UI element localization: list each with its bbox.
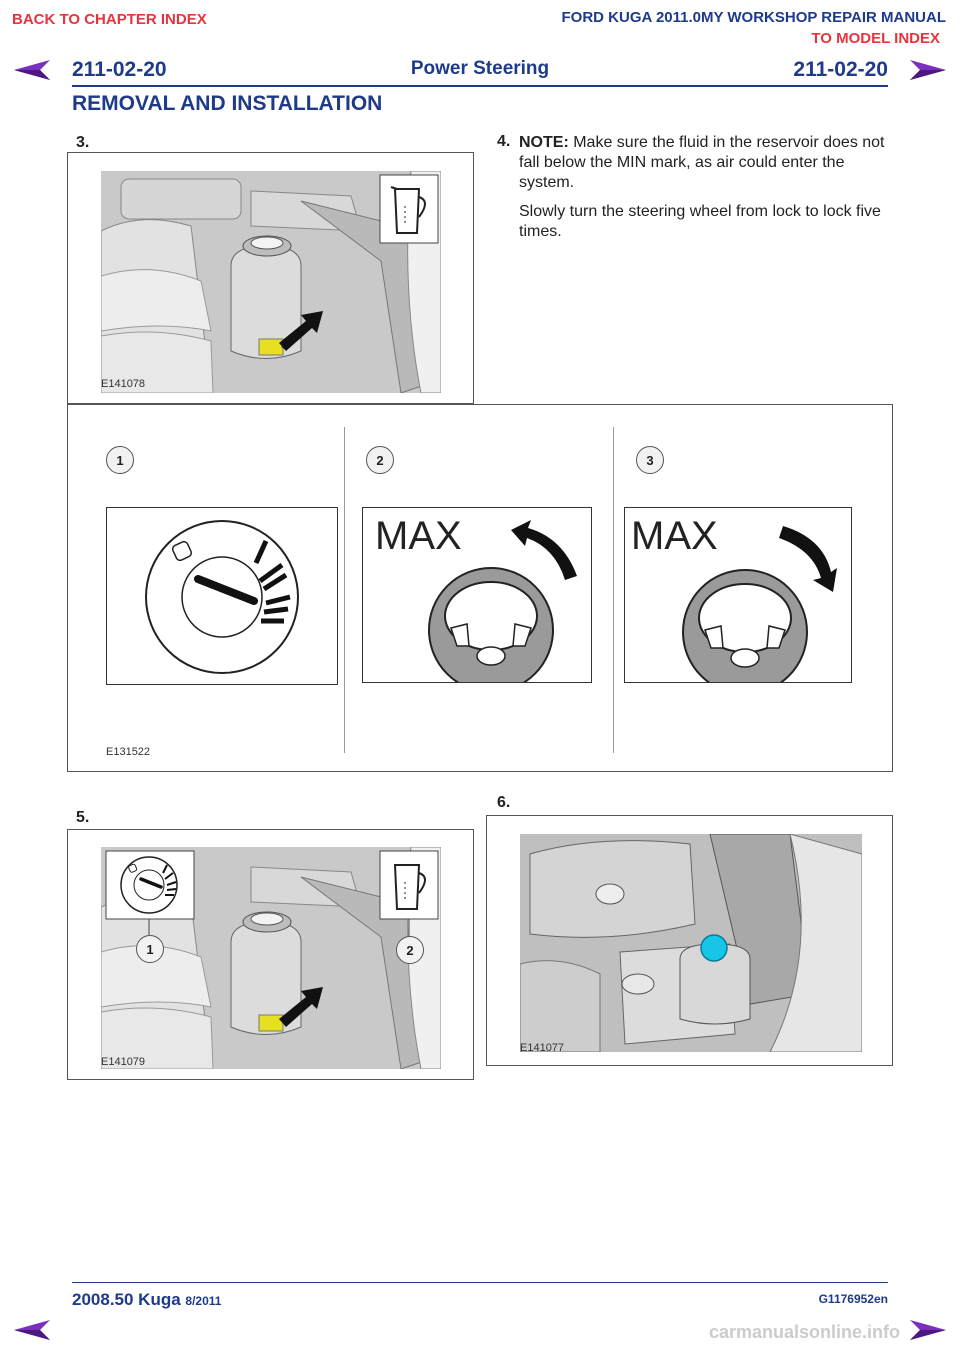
callout-1: 1 — [136, 935, 164, 963]
section-code-left: 211-02-20 — [72, 58, 167, 81]
engine-bay-reservoir-illustration — [101, 171, 441, 393]
footer-model — [72, 1290, 221, 1310]
section-title: REMOVAL AND INSTALLATION — [72, 92, 383, 115]
prev-page-button[interactable] — [12, 1318, 52, 1347]
chapter-title: Power Steering — [410, 58, 550, 79]
left-arrow-icon — [12, 1318, 52, 1342]
panel-divider — [344, 427, 345, 753]
step-4-note — [519, 133, 894, 193]
next-page-button[interactable] — [908, 1318, 948, 1347]
figure-5 — [67, 829, 474, 1080]
note-label: NOTE: — [519, 134, 569, 151]
figure-3-code: E141078 — [101, 378, 146, 390]
to-model-index-link[interactable]: TO MODEL INDEX — [811, 30, 940, 47]
figure-6 — [486, 815, 893, 1066]
callout-3: 3 — [636, 446, 664, 474]
step-3-number: 3. — [76, 134, 90, 151]
callout-1: 1 — [106, 446, 134, 474]
section-code-right: 211-02-20 — [793, 58, 888, 81]
note-text: Make sure the fluid in the reservoir does not fall below the MIN mark, as air could enter the system. — [519, 134, 885, 191]
footer-rule — [72, 1282, 888, 1283]
figure-6-code: E141077 — [520, 1042, 565, 1054]
back-to-chapter-index-link[interactable]: BACK TO CHAPTER INDEX — [12, 11, 207, 28]
steering-wheel-icon — [363, 508, 591, 682]
step-4-instruction: Slowly turn the steering wheel from lock to lock five times. — [519, 203, 881, 240]
callout-2: 2 — [366, 446, 394, 474]
engine-compartment-illustration — [520, 834, 862, 1052]
steering-wheel-icon — [625, 508, 851, 682]
header-rule — [72, 85, 888, 87]
footer-date: 8/2011 — [185, 1294, 222, 1308]
steer-left-panel — [362, 507, 592, 683]
panel-divider — [613, 427, 614, 753]
ignition-panel — [106, 507, 338, 685]
max-label-right: MAX — [631, 514, 718, 558]
figure-3 — [67, 152, 474, 404]
step-4-number: 4. — [497, 133, 511, 150]
callout-2: 2 — [396, 936, 424, 964]
figure-5-code: E141079 — [101, 1056, 146, 1068]
step-5-number: 5. — [76, 809, 90, 826]
footer-doc-code: G1176952en — [818, 1292, 888, 1306]
step-6-number: 6. — [497, 794, 511, 811]
steer-right-panel — [624, 507, 852, 683]
right-arrow-icon — [908, 1318, 948, 1342]
manual-title: FORD KUGA 2011.0MY WORKSHOP REPAIR MANUAL — [561, 9, 946, 26]
figure-4-code: E131522 — [106, 746, 151, 758]
footer-model-name: 2008.50 Kuga — [72, 1290, 181, 1309]
figure-4 — [67, 404, 893, 772]
max-label-left: MAX — [375, 514, 462, 558]
watermark: carmanualsonline.info — [708, 1322, 900, 1342]
ignition-switch-icon — [146, 521, 298, 673]
ignition-switch-icon — [121, 857, 177, 913]
